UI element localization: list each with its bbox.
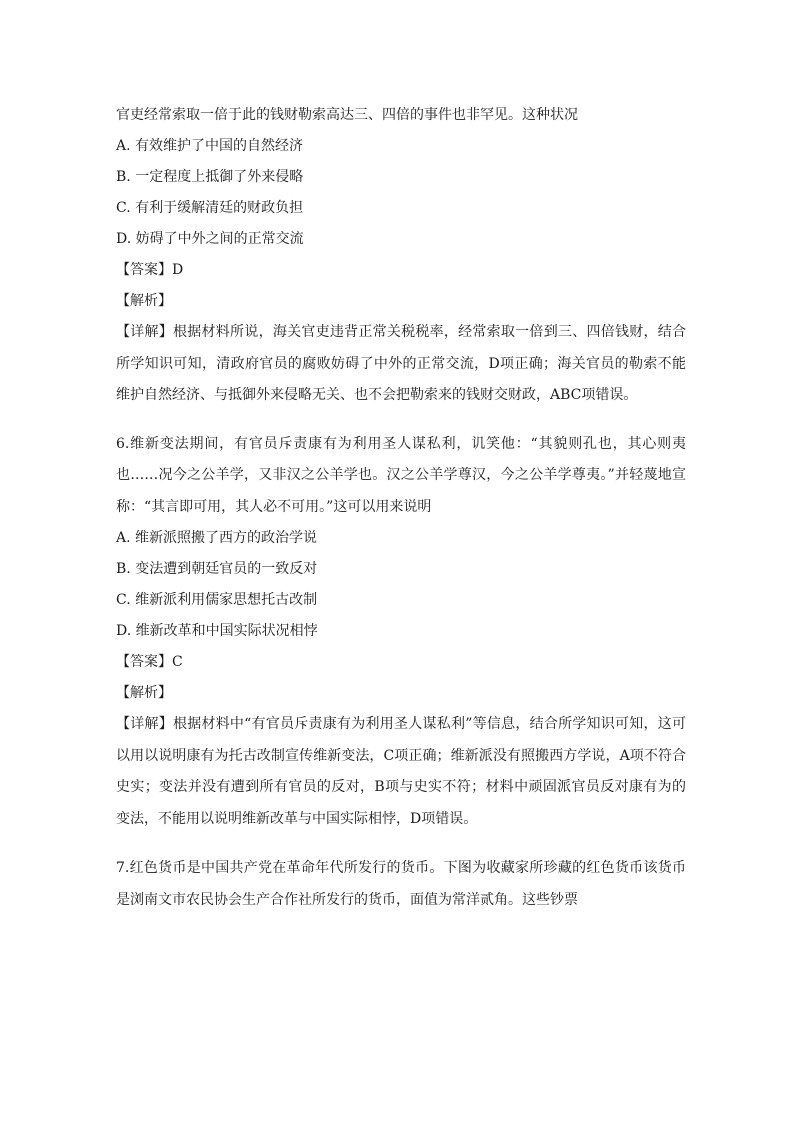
question-6-option-b: B. 变法遭到朝廷官员的一致反对 [116, 561, 318, 577]
question-6-stem: 6.维新变法期间，有官员斥责康有为利用圣人谋私利，讥笑他：“其貌则孔也，其心则夷也……况今之公羊学，又非汉之公羊学也。汉之公羊学尊汉，今之公羊学尊夷。”并轻蔑地宣称：“其言即可用，其人必不可用。”这可以用来说明 [116, 435, 686, 515]
question-5-analysis-label: 【解析】 [116, 293, 172, 309]
question-5-option-b: B. 一定程度上抵御了外来侵略 [116, 169, 304, 185]
question-6-answer: 【答案】C [116, 654, 183, 670]
document-page [116, 100, 686, 916]
question-6-option-c: C. 维新派利用儒家思想托古改制 [116, 592, 318, 608]
question-5-option-d: D. 妨碍了中外之间的正常交流 [116, 231, 304, 247]
question-6-option-a: A. 维新派照搬了西方的政治学说 [116, 530, 318, 546]
question-6-analysis-label: 【解析】 [116, 685, 172, 701]
question-5-stem-tail: 官吏经常索取一倍于此的钱财勒索高达三、四倍的事件也非罕见。这种状况 [116, 107, 578, 123]
question-5-answer: 【答案】D [116, 262, 184, 278]
question-7-stem: 7.红色货币是中国共产党在革命年代所发行的货币。下图为收藏家所珍藏的红色货币该货币是浏南文市农民协会生产合作社所发行的货币，面值为常洋贰角。这些钞票 [116, 860, 686, 908]
question-5-option-c: C. 有利于缓解清廷的财政负担 [116, 200, 304, 216]
question-6-detail: 【详解】根据材料中“有官员斥责康有为利用圣人谋私利”等信息，结合所学知识可知，这可以用以说明康有为托古改制宣传维新变法，C项正确；维新派没有照搬西方学说，A项不符合史实；变法并没有遭到所有官员的反对，B项与史实不符；材料中顽固派官员反对康有为的变法，不能用以说明维新改革与中国实际相悖，D项错误。 [116, 716, 686, 827]
question-6-option-d: D. 维新改革和中国实际状况相悖 [116, 623, 318, 639]
question-5-detail: 【详解】根据材料所说，海关官吏违背正常关税税率，经常索取一倍到三、四倍钱财，结合所学知识可知，清政府官员的腐败妨碍了中外的正常交流，D项正确；海关官员的勒索不能维护自然经济、与抵御外来侵略无关、也不会把勒索来的钱财交财政，ABC项错误。 [116, 324, 686, 403]
question-5-option-a: A. 有效维护了中国的自然经济 [116, 138, 304, 154]
